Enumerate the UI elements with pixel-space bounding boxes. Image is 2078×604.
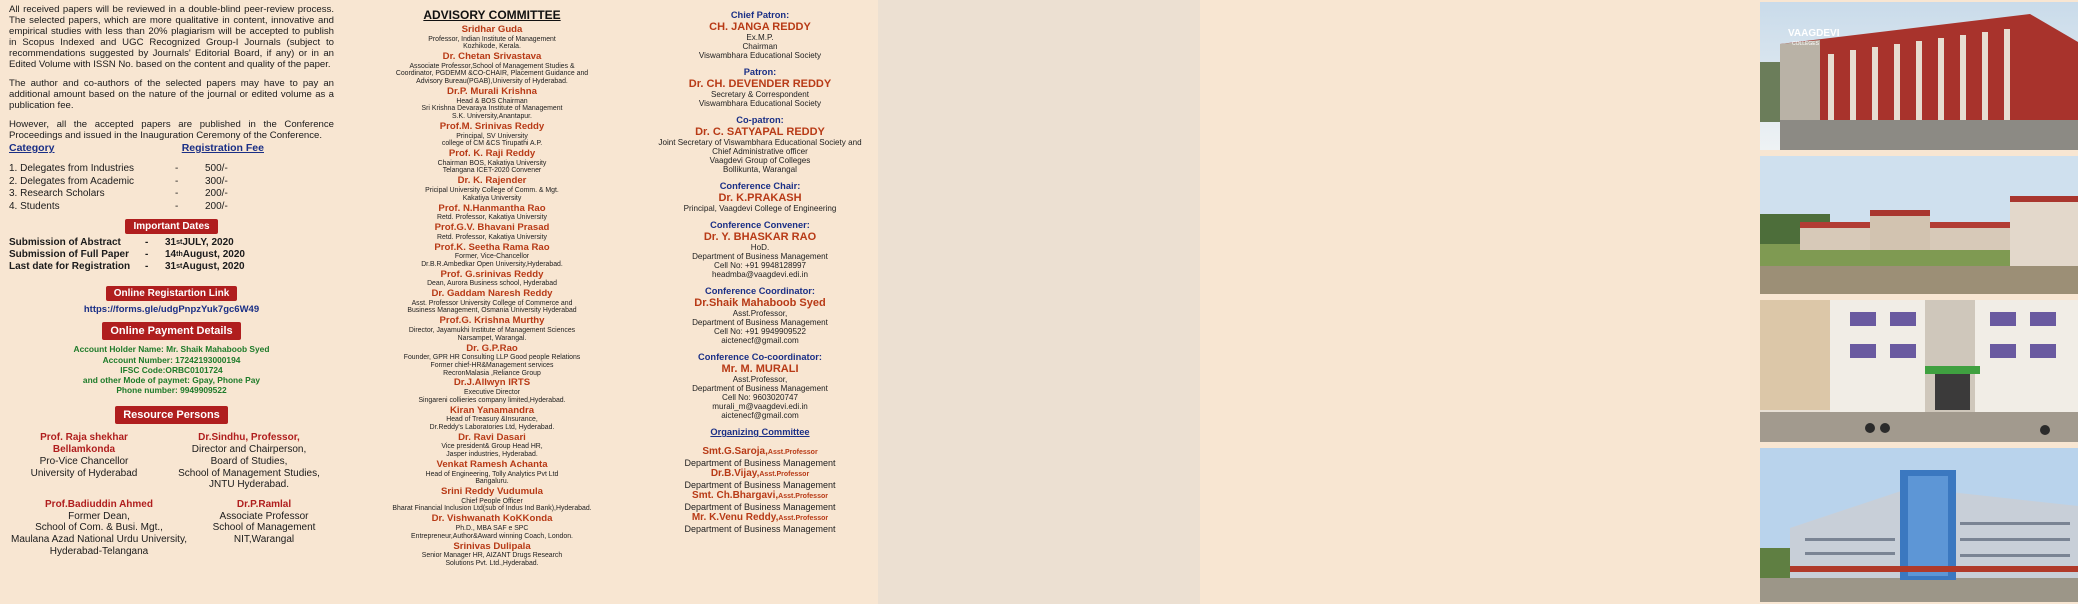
advisory-member-name: Prof.M. Srinivas Reddy xyxy=(439,120,545,132)
advisory-member xyxy=(342,316,642,342)
advisory-member-name: Prof. N.Hanmantha Rao xyxy=(438,202,546,214)
advisory-member xyxy=(342,433,642,459)
fee-row: 1. Delegates from Industries - 500/- xyxy=(9,163,228,174)
patron-block xyxy=(642,220,878,279)
advisory-member-desc: Head of Treasury &Insurance, Dr.Reddy's Laboratories Ltd, Hyderabad. xyxy=(429,416,555,431)
advisory-member-name: Prof. G.srinivas Reddy xyxy=(440,268,544,280)
advisory-member xyxy=(342,25,642,51)
fee-row: 3. Research Scholars - 200/- xyxy=(9,188,228,200)
advisory-member xyxy=(342,344,642,378)
advisory-member-name: Dr. Ravi Dasari xyxy=(458,431,526,443)
campus-photo-2 xyxy=(1760,156,2078,294)
patron-desc: Joint Secretary of Viswambhara Educational Society and Chief Administrative officer Vaagdevi Group of Colleges Bollikunta, Warangal xyxy=(658,138,862,174)
advisory-member xyxy=(342,204,642,222)
photo-column xyxy=(878,0,1840,604)
advisory-member-name: Dr. Gaddam Naresh Reddy xyxy=(431,288,553,300)
organizing-member xyxy=(642,491,878,512)
patron-role: Patron: xyxy=(743,67,777,77)
advisory-member-desc: Head & BOS Chairman Sri Krishna Devaraya Institute of Management S.K. University,Anantapur. xyxy=(421,97,563,121)
advisory-member-desc: Dean, Aurora Business school, Hyderabad xyxy=(427,280,557,288)
proceedings-paragraph: However, all the accepted papers are published in the Conference Proceedings and issued in the Inauguration Ceremony of the Conference. xyxy=(9,119,334,141)
resource-person: Prof. Raja shekhar Bellamkonda Pro-Vice Chancellor University of Hyderabad xyxy=(30,432,138,479)
advisory-member-name: Prof.G.V. Bhavani Prasad xyxy=(434,222,550,234)
advisory-member-name: Prof.K. Seetha Rama Rao xyxy=(434,241,550,253)
organizing-member xyxy=(642,513,878,534)
advisory-member-desc: Chief People Officer Bharat Financial Inclusion Ltd(sub of Indus Ind Bank),Hyderabad. xyxy=(392,497,592,513)
resource-person: Dr.Sindhu, Professor, Director and Chairperson, Board of Studies, School of Management Studies, JNTU Hyderabad. xyxy=(178,432,320,491)
advisory-member-name: Srini Reddy Vudumula xyxy=(441,486,543,498)
advisory-member xyxy=(342,243,642,269)
advisory-member-desc: Former, Vice-Chancellor Dr.B.R.Ambedkar Open University,Hyderabad. xyxy=(421,253,563,268)
advisory-member xyxy=(342,122,642,148)
patron-desc: Asst.Professor, Department of Business Management Cell No: 9603020747 murali_m@vaagdevi.edi.in aictenecf@gmail.com xyxy=(692,375,828,420)
advisory-member-name: Srinivas Dulipala xyxy=(453,540,531,552)
resource-persons-row-2 xyxy=(9,499,334,558)
patron-desc: Secretary & Correspondent Viswambhara Educational Society xyxy=(698,90,822,108)
organizing-member-name xyxy=(642,513,878,525)
advisory-member-desc: Associate Professor,School of Management Studies & Coordinator, PGDEMM &CO-CHAIR, Placement Guidance and Advisory Bureau(PGAB),University of Hyderabad. xyxy=(395,62,589,86)
patron-block xyxy=(642,67,878,108)
advisory-list xyxy=(342,25,642,568)
building-sign: VAAGDEVI xyxy=(1788,28,1840,39)
organizing-list xyxy=(642,447,878,534)
organizing-name: Mr. K.Venu Reddy, xyxy=(691,512,779,523)
patron-block xyxy=(642,115,878,174)
patron-role: Conference Convener: xyxy=(710,220,810,230)
review-paragraph: All received papers will be reviewed in a double-blind peer-review process. The selected papers, which are more qualitative in content, innovative and empirical studies with less than 20% plagiarism will be accepted to publish in Scopus Indexed and UGC Recognized Group-I Journals (subject to recommendations suggested by Journals' Editorial Board, if any) or in an Edited Volume with ISSN No. based on the content and quality of the paper. xyxy=(9,4,334,70)
advisory-member-name: Kiran Yanamandra xyxy=(449,404,535,416)
important-dates-badge: Important Dates xyxy=(125,219,217,234)
organizing-title: Organizing Committee xyxy=(710,427,810,437)
resource-persons-badge: Resource Persons xyxy=(115,406,228,424)
advisory-member-desc: Ph.D., MBA SAF e SPC Entrepreneur,Author&Award winning Coach, London. xyxy=(411,524,573,540)
date-row: Last date for Registration - 31 st August, 2020 xyxy=(9,261,245,273)
organizing-title-suffix: Asst.Professor xyxy=(759,471,810,478)
advisory-member-name: Dr.P. Murali Krishna xyxy=(447,86,537,98)
date-row: Submission of Abstract - 31 st JULY, 2020 xyxy=(9,237,234,249)
patrons-list xyxy=(642,10,878,420)
building-sign-sub: COLLEGES xyxy=(1792,41,1819,47)
organizing-member xyxy=(642,447,878,468)
patron-name: Dr. C. SATYAPAL REDDY xyxy=(695,126,825,138)
advisory-member xyxy=(342,487,642,513)
campus-photo-1 xyxy=(1760,2,2078,150)
advisory-member-desc: Asst. Professor University College of Commerce and Business Management, Osmania University Hyderabad xyxy=(407,299,577,315)
advisory-member xyxy=(342,542,642,568)
organizing-name: Smt. Ch.Bhargavi, xyxy=(692,490,779,501)
advisory-member-name: Dr. G.P.Rao xyxy=(466,342,518,354)
organizing-dept: Department of Business Management xyxy=(684,479,836,490)
advisory-member-desc: Executive Director Singareni collieries company limited,Hyderabad. xyxy=(418,389,566,404)
advisory-member xyxy=(342,149,642,175)
date-row: Submission of Full Paper - 14 th August, 2020 xyxy=(9,249,245,261)
advisory-member xyxy=(342,223,642,241)
advisory-member-desc: Principal, SV University college of CM &CS Tirupathi A.P. xyxy=(441,132,543,148)
patron-desc: HoD. Department of Business Management Cell No: +91 9948128997 headmba@vaagdevi.edi.in xyxy=(692,243,828,279)
patron-block xyxy=(642,286,878,345)
patron-desc: Principal, Vaagdevi College of Engineering xyxy=(683,204,837,213)
advisory-member xyxy=(342,460,642,486)
organizing-dept: Department of Business Management xyxy=(684,501,836,512)
advisory-member-name: Dr. K. Rajender xyxy=(457,175,527,187)
fee-row: 2. Delegates from Academic - 300/- xyxy=(9,175,228,187)
category-heading: Category xyxy=(9,142,55,154)
organizing-member xyxy=(642,469,878,490)
fee-table xyxy=(9,163,334,213)
advisory-member-name: Dr.J.Allwyn IRTS xyxy=(453,377,531,389)
patron-role: Conference Chair: xyxy=(719,181,801,191)
registration-link[interactable]: https://forms.gle/udgPnpzYuk7gc6W49 xyxy=(83,304,260,316)
patron-role: Chief Patron: xyxy=(730,10,790,20)
organizing-member-name xyxy=(642,491,878,503)
patron-name: Mr. M. MURALI xyxy=(721,363,799,375)
advisory-member xyxy=(342,270,642,288)
patron-name: Dr. Y. BHASKAR RAO xyxy=(703,231,817,243)
advisory-member xyxy=(342,406,642,432)
advisory-member-desc: Senior Manager HR, AIZANT Drugs Research Solutions Pvt. Ltd.,Hyderabad. xyxy=(421,552,563,567)
patron-name: Dr. K.PRAKASH xyxy=(718,192,802,204)
organizing-title-suffix: Asst.Professor xyxy=(778,493,828,500)
patron-role: Conference Co-coordinator: xyxy=(698,352,822,362)
advisory-member-name: Venkat Ramesh Achanta xyxy=(436,459,548,470)
patrons-column xyxy=(642,0,878,604)
patron-role: Co-patron: xyxy=(736,115,784,125)
advisory-member-name: Prof. K. Raji Reddy xyxy=(448,148,536,160)
patron-block xyxy=(642,181,878,213)
advisory-member-desc: Retd. Professor, Kakatiya University xyxy=(437,214,547,222)
patron-name: CH. JANGA REDDY xyxy=(709,21,811,33)
patron-block xyxy=(642,10,878,60)
advisory-column xyxy=(342,0,642,604)
advisory-member xyxy=(342,289,642,315)
resource-person: Dr.P.Ramlal Associate Professor School of Management NIT,Warangal xyxy=(212,498,316,546)
left-column xyxy=(0,0,342,604)
advisory-member-desc: Head of Engineering, Tolly Analytics Pvt Ltd Bangaluru. xyxy=(425,470,559,486)
patron-role: Conference Coordinator: xyxy=(704,286,816,296)
patron-desc: Ex.M.P. Chairman Viswambhara Educational Society xyxy=(698,33,822,60)
organizing-name: Dr.B.Vijay, xyxy=(710,468,760,479)
advisory-member-name: Dr. Chetan Srivastava xyxy=(442,51,542,63)
patron-name: Dr.Shaik Mahaboob Syed xyxy=(694,297,826,309)
organizing-title-suffix: Asst.Professor xyxy=(767,449,818,456)
advisory-member-name: Sridhar Guda xyxy=(461,24,523,35)
advisory-title: ADVISORY COMMITTEE xyxy=(423,8,561,22)
campus-photo-3 xyxy=(1760,300,2078,442)
payment-details: Account Holder Name: Mr. Shaik Mahaboob Syed Account Number: 17242193000194 IFSC Code:ORBC0101724 and other Mode of paymet: Gpay, Phone Pay Phone number: 9949909522 xyxy=(73,344,270,396)
fee-row: 4. Students - 200/- xyxy=(9,200,228,212)
advisory-member-desc: Professor, Indian Institute of Management Kozhikode, Kerala. xyxy=(428,35,556,51)
organizing-member-name xyxy=(642,447,878,459)
organizing-name: Smt.G.Saroja, xyxy=(702,446,768,457)
advisory-member-desc: Director, Jayamukhi Institute of Management Sciences Narsampet, Warangal. xyxy=(408,326,576,342)
advisory-member xyxy=(342,378,642,404)
advisory-member-desc: Founder, GPR HR Consulting LLP Good people Relations Former chief-HR&Management services RecronMalasia ,Reliance Group xyxy=(403,354,581,377)
campus-photo-4 xyxy=(1760,448,2078,602)
patron-block xyxy=(642,352,878,420)
resource-person: Prof.Badiuddin Ahmed Former Dean, School of Com. & Busi. Mgt., Maulana Azad National Urdu University, Hyderabad-Telangana xyxy=(10,498,187,557)
patron-name: Dr. CH. DEVENDER REDDY xyxy=(688,78,832,90)
advisory-member-desc: Chairman BOS, Kakatiya University Telangana ICET-2020 Convener xyxy=(437,159,547,175)
advisory-member xyxy=(342,52,642,86)
advisory-member xyxy=(342,514,642,540)
advisory-member-name: Prof.G. Krishna Murthy xyxy=(439,315,545,327)
patron-desc: Asst.Professor, Department of Business Management Cell No: +91 9949909522 aictenecf@gmail.com xyxy=(692,309,828,345)
advisory-member-name: Dr. Vishwanath KoKKonda xyxy=(431,513,553,525)
organizing-dept: Department of Business Management xyxy=(684,457,836,468)
organizing-dept: Department of Business Management xyxy=(684,523,836,534)
organizing-title-suffix: Asst.Professor xyxy=(778,515,829,522)
fee-paragraph: The author and co-authors of the selected papers may have to pay an additional amount based on the nature of the journal or edited volume as a publication fee. xyxy=(9,78,334,111)
resource-persons-row-1 xyxy=(9,432,334,491)
registration-fee-heading: Registration Fee xyxy=(181,142,264,154)
payment-details-badge: Online Payment Details xyxy=(102,322,240,340)
advisory-member-desc: Retd. Professor, Kakatiya University xyxy=(437,233,547,241)
registration-link-badge: Online Registartion Link xyxy=(106,286,238,301)
fee-table-header xyxy=(9,142,264,154)
advisory-member xyxy=(342,87,642,121)
advisory-member xyxy=(342,176,642,202)
dates-list xyxy=(9,237,334,273)
organizing-member-name xyxy=(642,469,878,481)
advisory-member-desc: Pricipal University College of Comm. & Mgt. Kakatiya University xyxy=(425,186,559,202)
advisory-member-desc: Vice president& Group Head HR, Jasper industries, Hyderabad. xyxy=(441,443,543,459)
